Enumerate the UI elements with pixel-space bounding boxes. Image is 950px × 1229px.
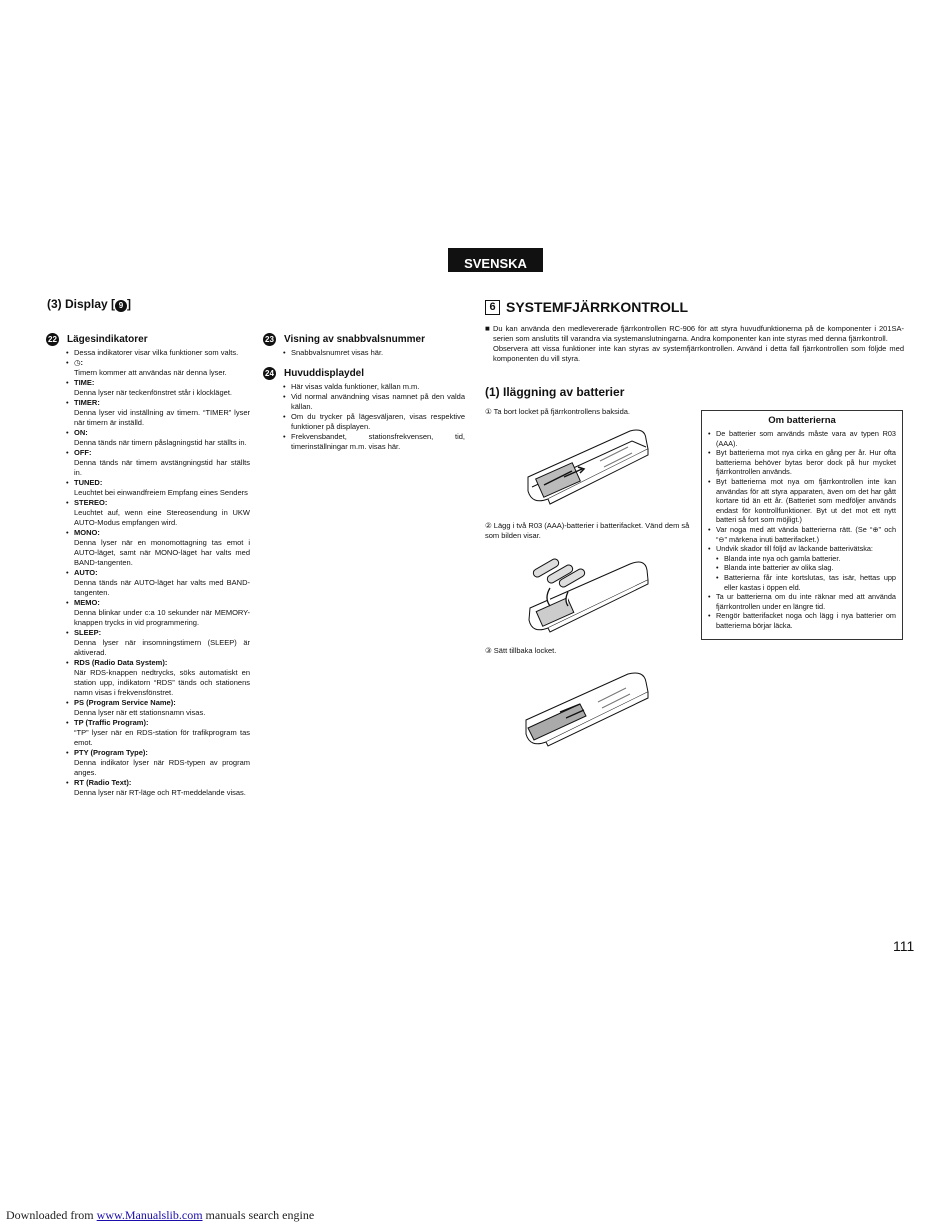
bullet-dot: • xyxy=(708,544,711,554)
preset-number-badge: 23 xyxy=(263,333,276,346)
indicator-item-text: MEMO: xyxy=(74,598,100,607)
indicator-item xyxy=(66,718,250,728)
main-display-item-text: Här visas valda funktioner, källan m.m. xyxy=(291,382,420,391)
indicator-description: Timern kommer att användas när denna lyser. xyxy=(74,368,227,377)
main-display-item xyxy=(283,382,465,392)
bullet-dot: • xyxy=(66,598,69,607)
indicator-item xyxy=(66,778,250,788)
battery-tip-text: Var noga med att vända batterierna rätt. (Se “⊕” och “⊖” märkena inuti batterifacket.) xyxy=(716,524,896,544)
bullet-dot: • xyxy=(708,476,711,486)
indicator-item-text: TIMER: xyxy=(74,398,100,407)
indicator-item-text: OFF: xyxy=(74,448,92,457)
bullet-dot: • xyxy=(66,348,69,357)
display-heading-text: (3) Display [ xyxy=(47,297,116,311)
indicator-description: Denna lyser när ett stationsnamn visas. xyxy=(74,708,206,717)
bullet-dot: • xyxy=(66,378,69,387)
remote-cover-removal-illustration xyxy=(520,425,655,507)
indicator-item xyxy=(66,358,250,368)
manualslib-link[interactable]: www.Manualslib.com xyxy=(96,1208,203,1222)
battery-tip xyxy=(708,477,896,525)
indicator-item-text: RT (Radio Text): xyxy=(74,778,132,787)
indicator-description: Denna tänds när timern påslagningstid har ställts in. xyxy=(74,438,247,447)
battery-tip xyxy=(708,525,896,544)
indicator-item xyxy=(66,748,250,758)
bullet-dot: • xyxy=(66,428,69,437)
battery-tip xyxy=(708,611,896,630)
indicator-item-text: RDS (Radio Data System): xyxy=(74,658,168,667)
bullet-dot: • xyxy=(708,524,711,534)
indicator-item xyxy=(66,698,250,708)
remote-intro: ■ Du kan använda den medlevererade fjärrkontrollen RC-906 för att styra huvudfunktionerna på de komponenter i 201SA-serien som anslutits till varandra via systemanslutningarna. Andra komponenter kan inte styras med denna fjärrkontroll. Observera att vissa funktioner inte kan styras av systemfjärrkontrollen. Använd i detta fall fjärrkontrollen som följde med komponenten du vill styra. xyxy=(485,324,904,363)
bullet-dot: • xyxy=(66,498,69,507)
bullet-dot: • xyxy=(283,348,286,357)
indicator-description: Denna lyser vid inställning av timern. “TIMER” lyser när timern är inställd. xyxy=(74,408,250,427)
bullet-dot: • xyxy=(66,628,69,637)
battery-sub-tip-text: Blanda inte batterier av olika slag. xyxy=(724,563,834,573)
indicator-item-text: SLEEP: xyxy=(74,628,102,637)
battery-sub-tip-text: Blanda inte nya och gamla batterier. xyxy=(724,553,841,563)
indicator-item-text: PS (Program Service Name): xyxy=(74,698,176,707)
indicator-item xyxy=(66,428,250,438)
footer-prefix: Downloaded from xyxy=(6,1208,97,1222)
indicator-item xyxy=(66,528,250,538)
indicator-item-text: TUNED: xyxy=(74,478,103,487)
indicator-description: Leuchtet auf, wenn eine Stereosendung in UKW AUTO-Modus empfangen wird. xyxy=(74,508,250,527)
indicators-title: Lägesindikatorer xyxy=(67,333,148,345)
section-number-box: 6 xyxy=(485,300,500,315)
indicators-number-badge: 22 xyxy=(46,333,59,346)
indicator-description: Denna lyser när teckenfönstret står i klockläget. xyxy=(74,388,232,397)
indicator-item-text: STEREO: xyxy=(74,498,108,507)
display-heading xyxy=(47,297,131,312)
bullet-dot: • xyxy=(66,718,69,727)
battery-tip-text: Undvik skador till följd av läckande batterivätska: xyxy=(716,544,873,554)
battery-tip-text: Byt batterierna mot nya om fjärrkontrollen inte kan användas för att styra apparaten, även om det har gått kortare tid än ett år. (Batteriet som medföljer används endast för kontrollfunktioner. Byt ut det mot ett nytt batteri så fort som möjligt.) xyxy=(716,476,896,525)
indicator-item-text: TIME: xyxy=(74,378,95,387)
display-heading-end: ] xyxy=(127,297,132,311)
indicator-item xyxy=(66,398,250,408)
bullet-dot: • xyxy=(66,658,69,667)
bullet-dot: • xyxy=(283,392,286,401)
indicator-item xyxy=(66,628,250,638)
footer-suffix: manuals search engine xyxy=(202,1208,315,1222)
preset-heading xyxy=(263,333,465,346)
battery-info-title: Om batterierna xyxy=(768,415,836,426)
bullet-dot: • xyxy=(716,563,719,573)
main-display-item xyxy=(283,432,465,452)
bullet-dot: • xyxy=(708,592,711,602)
battery-tip xyxy=(708,448,896,477)
bullet-dot: • xyxy=(66,528,69,537)
battery-info-box xyxy=(701,410,903,640)
bullet-dot: • xyxy=(66,478,69,487)
indicator-description: Denna blinkar under c:a 10 sekunder när MEMORY-knappen trycks in vid programmering. xyxy=(74,608,250,627)
indicator-description: “TP” lyser när en RDS-station för trafikprogram tas emot. xyxy=(74,728,250,747)
main-display-item-text: Om du trycker på lägesväljaren, visas respektive funktioner på displayen. xyxy=(291,412,465,431)
indicator-item xyxy=(66,378,250,388)
intro-text: Du kan använda den medlevererade fjärrkontrollen RC-906 för att styra huvudfunktionerna på de komponenter i 201SA-serien som anslutits till varandra via systemanslutningarna. Andra komponenter kan inte styras med denna fjärrkontroll. xyxy=(493,324,904,343)
battery-tip-text: Byt batterierna mot nya cirka en gång per år. Hur ofta batterierna behöver bytas beror dock på hur mycket fjärrkontrollen används. xyxy=(716,448,896,477)
main-display-item xyxy=(283,412,465,432)
indicator-description: Denna tänds när timern avstängningstid har ställts in. xyxy=(74,458,250,477)
bullet-dot: • xyxy=(66,568,69,577)
download-footer xyxy=(6,1208,314,1223)
indicator-description: Denna lyser när RT-läge och RT-meddelande visas. xyxy=(74,788,246,797)
bullet-dot: • xyxy=(66,698,69,707)
indicator-description: Denna tänds när AUTO-läget har valts med BAND-tangenten. xyxy=(74,578,250,597)
preset-item-text: Snabbvalsnumret visas här. xyxy=(291,348,384,357)
battery-tip-text: De batterier som används måste vara av typen R03 (AAA). xyxy=(716,429,896,448)
step-1: ① Ta bort locket på fjärrkontrollens baksida. xyxy=(485,407,630,416)
indicator-description: Denna indikator lyser när RDS-typen av program anges. xyxy=(74,758,250,777)
main-display-number-badge: 24 xyxy=(263,367,276,380)
page-number: 111 xyxy=(893,938,915,954)
indicator-item-text: PTY (Program Type): xyxy=(74,748,148,757)
remote-section-title xyxy=(485,299,688,315)
main-display-item-text: Frekvensbandet, stationsfrekvensen, tid, timerinställningar m.m. visas här. xyxy=(291,432,465,451)
language-tab: SVENSKA xyxy=(448,248,543,272)
indicator-item-text: ON: xyxy=(74,428,88,437)
remote-title-text: SYSTEMFJÄRRKONTROLL xyxy=(506,299,688,315)
indicator-description: Denna lyser när en monomottagning tas emot i AUTO-läget, samt när MONO-läget har valts med BAND-tangenten. xyxy=(74,538,250,567)
indicator-item xyxy=(66,498,250,508)
battery-tip-text: Ta ur batterierna om du inte räknar med att använda fjärrkontrollen under en längre tid. xyxy=(716,592,896,611)
bullet-dot: • xyxy=(716,572,719,582)
indicator-item-text: TP (Traffic Program): xyxy=(74,718,149,727)
indicators-intro xyxy=(66,348,250,358)
indicator-description: Leuchtet bei einwandfreiem Empfang eines Senders xyxy=(74,488,248,497)
main-display-heading xyxy=(263,367,465,380)
bullet-dot: • xyxy=(708,448,711,458)
indicator-item xyxy=(66,448,250,458)
battery-info-list xyxy=(708,429,896,630)
bullet-dot: • xyxy=(66,358,69,367)
display-column xyxy=(265,333,465,452)
bullet-dot: • xyxy=(708,429,711,438)
battery-tip-text: Rengör batterifacket noga och lägg i nya batterier om batterierna börjar läcka. xyxy=(716,611,896,630)
main-display-item-text: Vid normal användning visas namnet på den valda källan. xyxy=(291,392,465,411)
main-display-item xyxy=(283,392,465,412)
battery-tip xyxy=(708,544,896,554)
indicator-item xyxy=(66,598,250,608)
bullet-dot: • xyxy=(66,448,69,457)
indicators-heading xyxy=(46,333,250,346)
bullet-dot: • xyxy=(283,382,286,391)
indicator-item xyxy=(66,568,250,578)
indicators-column xyxy=(48,333,250,798)
preset-item xyxy=(283,348,465,358)
battery-sub-tip-text: Batterierna får inte kortslutas, tas isär, hettas upp eller kastas i öppen eld. xyxy=(724,572,896,592)
bullet-dot: • xyxy=(283,412,286,421)
indicator-item xyxy=(66,478,250,488)
bullet-dot: • xyxy=(66,398,69,407)
indicator-item xyxy=(66,658,250,668)
step-2: ② Lägg i två R03 (AAA)-batterier i batterifacket. Vänd dem så som bilden visar. xyxy=(485,521,690,540)
battery-tip xyxy=(708,429,896,448)
bullet-dot: • xyxy=(716,553,719,563)
indicator-description: Denna lyser när insomningstimern (SLEEP) är aktiverad. xyxy=(74,638,250,657)
battery-sub-tip xyxy=(708,563,896,573)
bullet-dot: • xyxy=(708,611,711,621)
bullet-dot: • xyxy=(66,778,69,787)
indicators-intro-text: Dessa indikatorer visar vilka funktioner som valts. xyxy=(74,348,239,357)
indicator-description: När RDS-knappen nedtrycks, söks automatiskt en station upp, indikatorn “RDS” tänds och stationens namn visas i frekvensfönstret. xyxy=(74,668,250,697)
battery-sub-tip xyxy=(708,554,896,564)
indicator-item-text: ◷: xyxy=(74,358,84,367)
preset-title: Visning av snabbvalsnummer xyxy=(284,333,425,345)
indicator-item-text: AUTO: xyxy=(74,568,98,577)
intro-text-2: Observera att vissa funktioner inte kan styras av systemfjärrkontrollen. Använd i detta fall fjärrkontrollen som följde med komponenten du vill styra. xyxy=(493,344,904,363)
battery-tip xyxy=(708,592,896,611)
bullet-dot: • xyxy=(66,748,69,757)
indicator-item-text: MONO: xyxy=(74,528,100,537)
remote-battery-insertion-illustration xyxy=(520,552,655,634)
step-3: ③ Sätt tillbaka locket. xyxy=(485,646,557,655)
main-display-title: Huvuddisplaydel xyxy=(284,367,365,379)
battery-heading: (1) Iläggning av batterier xyxy=(485,385,625,399)
remote-cover-replace-illustration xyxy=(520,668,655,750)
battery-sub-tip xyxy=(708,573,896,592)
heading-number-badge: 9 xyxy=(115,300,127,312)
bullet-dot: • xyxy=(283,432,286,441)
